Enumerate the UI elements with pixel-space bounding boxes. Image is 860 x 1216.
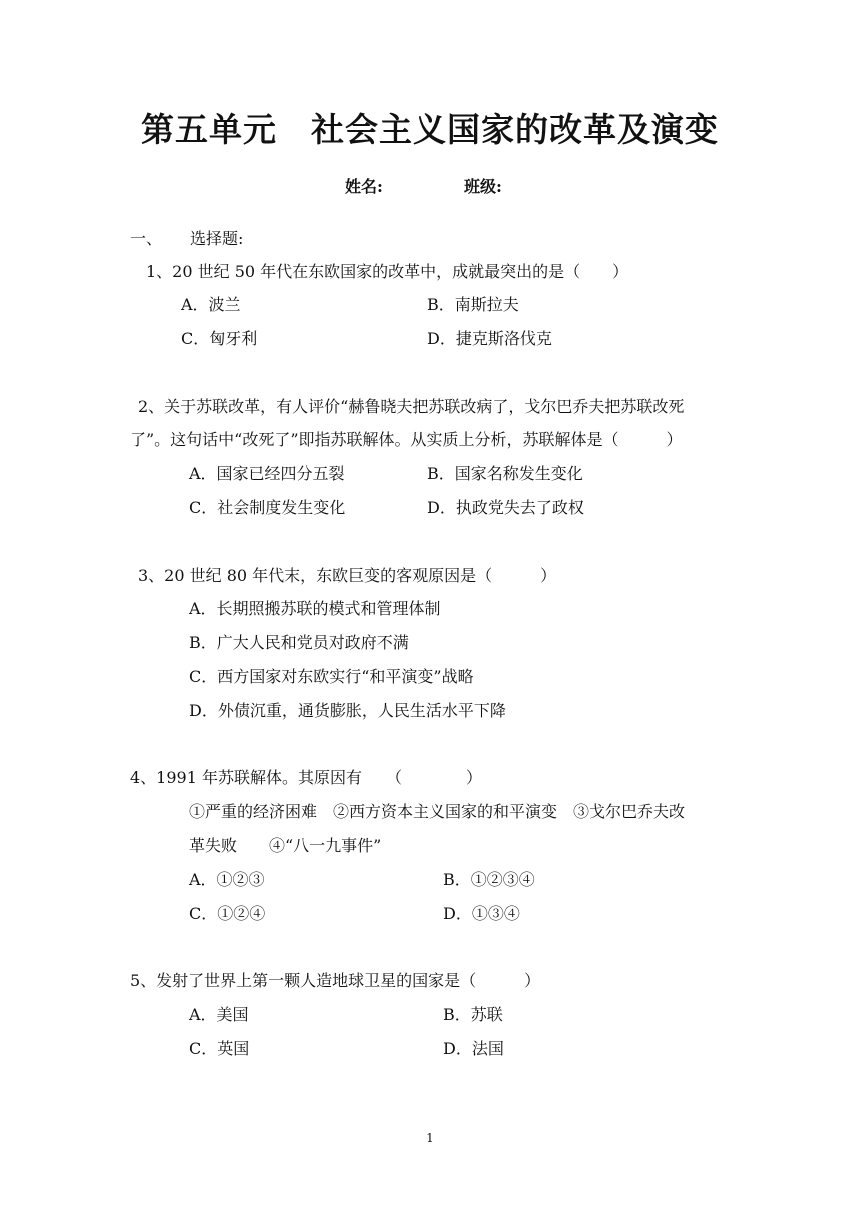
option: A．美国 [189,1005,249,1024]
option: C．社会制度发生变化 [189,498,346,517]
option: B．广大人民和党员对政府不满 [189,633,409,652]
option: C．①②④ [189,904,266,923]
option: D．法国 [443,1039,504,1058]
option: C．英国 [189,1039,250,1058]
question-stem-continued: 了”。这句话中“改死了”即指苏联解体。从实质上分析，苏联解体是（ ） [130,430,683,449]
option: A．①②③ [189,870,265,889]
question-stem: 4、1991 年苏联解体。其原因有 （ ） [130,768,482,787]
class-label: 班级: [464,177,502,196]
name-label: 姓名: [345,177,383,196]
question-stem: 1、20 世纪 50 年代在东欧国家的改革中，成就最突出的是（ ） [146,262,629,281]
question-stem: 5、发射了世界上第一颗人造地球卫星的国家是（ ） [130,971,541,990]
section-number: 一、 [130,229,163,248]
option: A．国家已经四分五裂 [189,464,345,483]
option: B．苏联 [443,1005,503,1024]
option: D．捷克斯洛伐克 [427,329,552,348]
option: D．①③④ [443,904,520,923]
question-stem-continued: ①严重的经济困难 ②西方资本主义国家的和平演变 ③戈尔巴乔夫改 [189,802,686,821]
option: D．外债沉重，通货膨胀，人民生活水平下降 [189,701,506,720]
question-stem-continued: 革失败 ④“八一九事件” [189,836,382,855]
option: B．①②③④ [443,870,535,889]
section-label: 选择题: [190,229,244,248]
option: A．波兰 [181,295,241,314]
question-stem: 2、关于苏联改革，有人评价“赫鲁晓夫把苏联改病了，戈尔巴乔夫把苏联改死 [138,397,685,416]
page-number: 1 [426,1131,434,1145]
option: B．国家名称发生变化 [427,464,583,483]
title-topic: 社会主义国家的改革及演变 [311,110,719,149]
option: A．长期照搬苏联的模式和管理体制 [189,599,441,618]
option: D．执政党失去了政权 [427,498,584,517]
option: C．匈牙利 [181,329,258,348]
option: C．西方国家对东欧实行“和平演变”战略 [189,667,474,686]
question-stem: 3、20 世纪 80 年代末，东欧巨变的客观原因是（ ） [138,566,557,585]
title-unit: 第五单元 [141,110,277,149]
option: B．南斯拉夫 [427,295,519,314]
page-title [0,104,860,151]
